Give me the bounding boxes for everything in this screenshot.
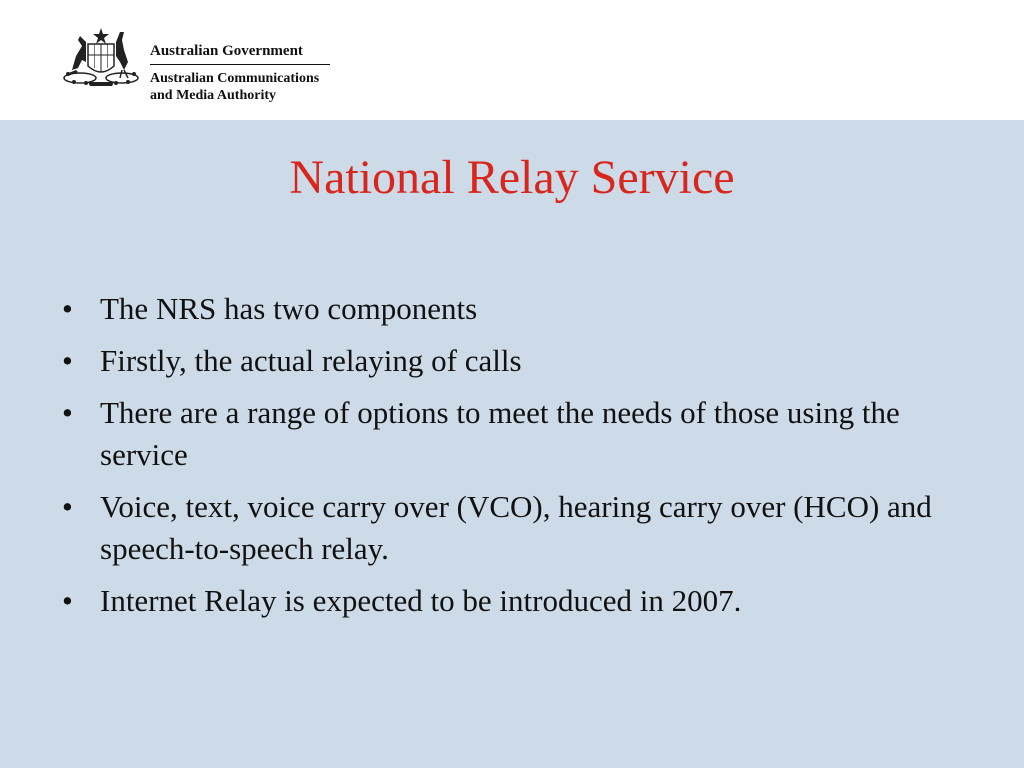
bullet-item <box>62 288 942 330</box>
bullet-mark: • <box>62 343 73 378</box>
bullet-text: Voice, text, voice carry over (VCO), hearing carry over (HCO) and speech-to-speech relay. <box>100 489 932 566</box>
bullet-mark: • <box>62 583 73 618</box>
slide-title: National Relay Service <box>289 151 735 204</box>
agency-name-line-2: and Media Authority <box>150 88 277 103</box>
bullet-item <box>62 580 942 622</box>
bullet-item <box>62 486 942 570</box>
agency-name-line-1: Australian Communications <box>150 71 320 86</box>
bullet-mark: • <box>62 291 73 326</box>
bullet-text: The NRS has two components <box>100 291 478 326</box>
bullet-text: There are a range of options to meet the needs of those using the service <box>100 395 900 472</box>
agency-identity <box>150 43 330 104</box>
header-banner <box>0 0 1024 120</box>
bullet-text: Internet Relay is expected to be introduced in 2007. <box>100 583 742 618</box>
bullet-mark: • <box>62 489 73 524</box>
government-name: Australian Government <box>150 43 330 65</box>
bullet-item <box>62 392 942 476</box>
bullet-mark: • <box>62 395 73 430</box>
bullet-item <box>62 340 942 382</box>
bullet-text: Firstly, the actual relaying of calls <box>100 343 522 378</box>
coat-of-arms-icon <box>58 26 144 90</box>
bullet-list <box>62 288 942 632</box>
slide-body <box>0 120 1024 768</box>
